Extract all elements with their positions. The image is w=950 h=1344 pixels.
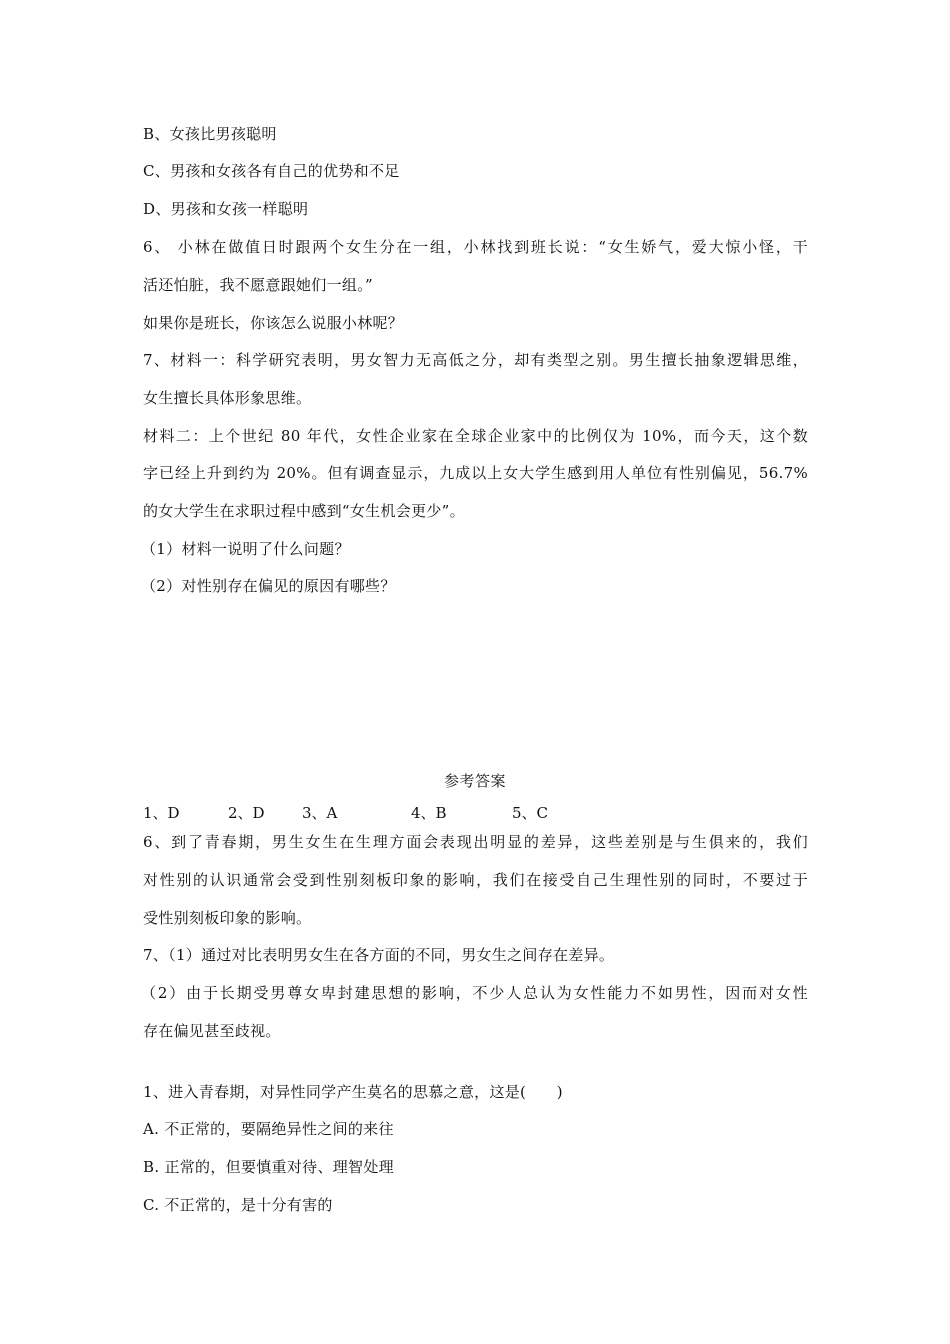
question-6-line-2: 活还怕脏，我不愿意跟她们一组。” — [143, 276, 373, 294]
section-2-question-1: 1、进入青春期，对异性同学产生莫名的思慕之意，这是( ) — [143, 1083, 563, 1101]
answer-choice-1: 1、D — [143, 804, 180, 822]
answer-7-line-1: 7、（1）通过对比表明男女生在各方面的不同，男女生之间存在差异。 — [143, 946, 615, 964]
question-6-line-3: 如果你是班长，你该怎么说服小林呢？ — [143, 314, 404, 332]
answer-6-line-3: 受性别刻板印象的影响。 — [143, 909, 312, 927]
answer-choice-5: 5、C — [512, 804, 549, 822]
section-2-option-c: C. 不正常的，是十分有害的 — [143, 1196, 333, 1214]
section-2-option-b: B. 正常的，但要慎重对待、理智处理 — [143, 1158, 394, 1176]
question-7-line-1: 7、材料一：科学研究表明，男女智力无高低之分，却有类型之别。男生擅长抽象逻辑思维， — [143, 351, 808, 369]
option-d: D、男孩和女孩一样聪明 — [143, 200, 309, 218]
question-6-line-1: 6、 小林在做值日时跟两个女生分在一组，小林找到班长说：“女生娇气，爱大惊小怪，干 — [143, 238, 808, 256]
question-7-sub-1: （1）材料一说明了什么问题？ — [141, 540, 350, 558]
answer-7-line-3: 存在偏见甚至歧视。 — [143, 1022, 281, 1040]
question-7-line-2: 女生擅长具体形象思维。 — [143, 389, 312, 407]
option-c: C、男孩和女孩各有自己的优势和不足 — [143, 162, 400, 180]
answer-choice-4: 4、B — [411, 804, 447, 822]
question-7-line-5: 的女大学生在求职过程中感到“女生机会更少”。 — [143, 502, 465, 520]
section-2-option-a: A. 不正常的，要隔绝异性之间的来往 — [143, 1120, 394, 1138]
answer-6-line-1: 6、到了青春期，男生女生在生理方面会表现出明显的差异，这些差别是与生俱来的，我们 — [143, 833, 808, 851]
question-7-line-4: 字已经上升到约为 20%。但有调查显示，九成以上女大学生感到用人单位有性别偏见，56.7% — [143, 464, 808, 482]
question-7-line-3: 材料二：上个世纪 80 年代，女性企业家在全球企业家中的比例仅为 10%，而今天，这个数 — [143, 427, 808, 445]
answer-choice-3: 3、A — [302, 804, 338, 822]
option-b: B、女孩比男孩聪明 — [143, 125, 277, 143]
answer-choice-2: 2、D — [228, 804, 265, 822]
question-7-sub-2: （2）对性别存在偏见的原因有哪些？ — [141, 577, 396, 595]
answer-7-line-2: （2）由于长期受男尊女卑封建思想的影响，不少人总认为女性能力不如男性，因而对女性 — [141, 984, 808, 1002]
answers-heading: 参考答案 — [443, 772, 506, 790]
answer-6-line-2: 对性别的认识通常会受到性别刻板印象的影响，我们在接受自己生理性别的同时，不要过于 — [143, 871, 808, 889]
